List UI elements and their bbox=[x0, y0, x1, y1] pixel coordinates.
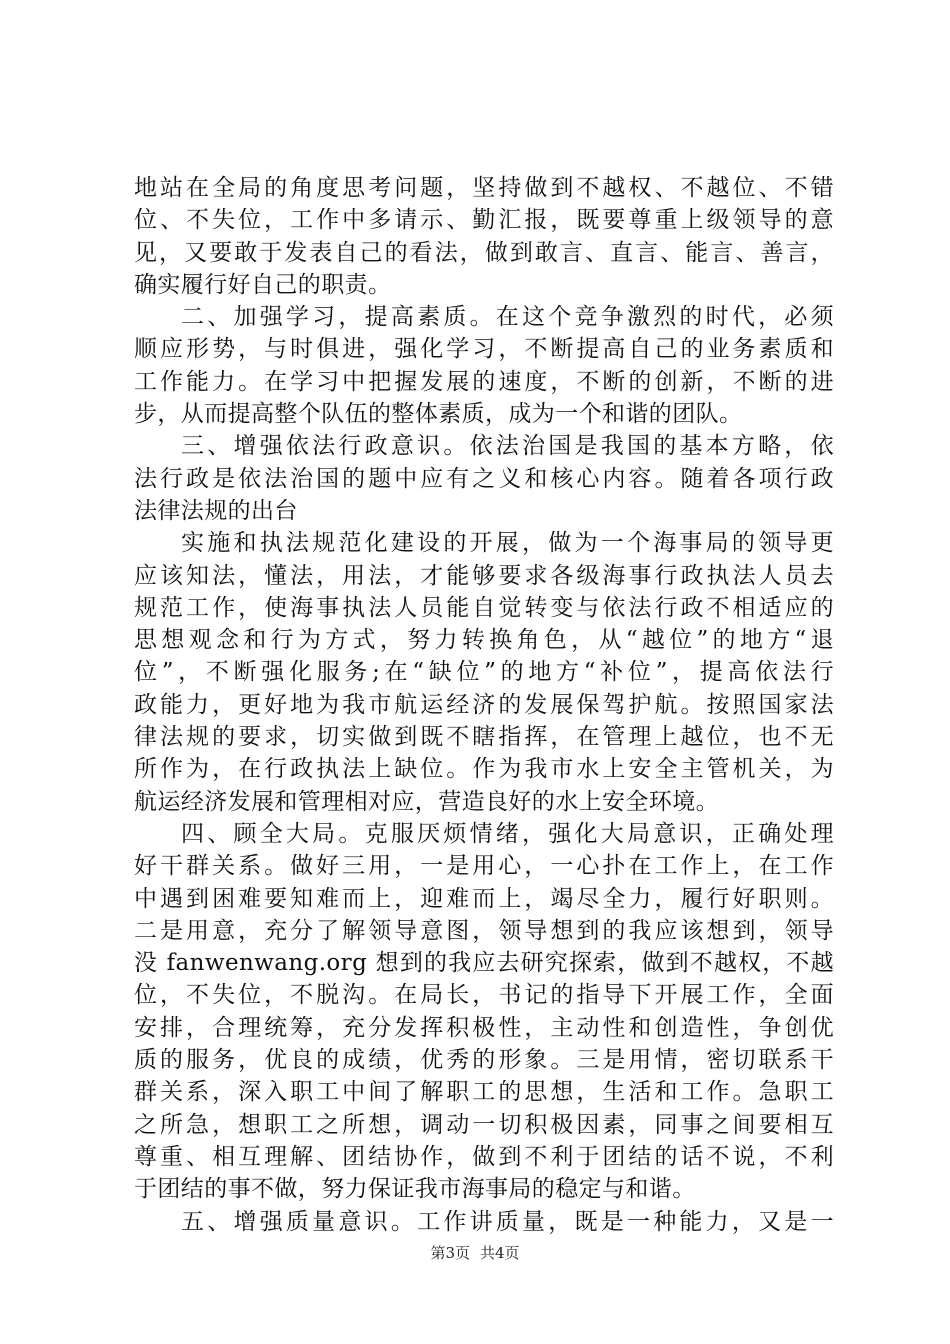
text-line: 位，不失位，不脱沟。在局长，书记的指导下开展工作，全面 bbox=[134, 982, 834, 1009]
body-text bbox=[134, 172, 834, 1238]
text-line: 四、顾全大局。克服厌烦情绪，强化大局意识，正确处理 bbox=[181, 820, 834, 847]
text-line: 安排，合理统筹，充分发挥积极性，主动性和创造性，争创优 bbox=[134, 1014, 834, 1041]
text-line: 所作为，在行政执法上缺位。作为我市水上安全主管机关，为 bbox=[134, 756, 834, 783]
text-line: 法律法规的出台 bbox=[134, 497, 298, 524]
text-line: 位”，不断强化服务;在“缺位”的地方“补位”，提高依法行 bbox=[134, 659, 834, 686]
text-line: 之所急，想职工之所想，调动一切积极因素，同事之间要相互 bbox=[134, 1111, 834, 1138]
text-line: 律法规的要求，切实做到既不瞎指挥，在管理上越位，也不无 bbox=[134, 724, 834, 751]
text-line: 见，又要敢于发表自己的看法，做到敢言、直言、能言、善言， bbox=[134, 239, 834, 266]
text-line: 航运经济发展和管理相对应，营造良好的水上安全环境。 bbox=[134, 788, 719, 815]
text-line: 好干群关系。做好三用，一是用心，一心扑在工作上，在工作 bbox=[134, 853, 834, 880]
text-line: 思想观念和行为方式，努力转换角色，从“越位”的地方“退 bbox=[134, 627, 834, 654]
text-line: 顺应形势，与时俱进，强化学习，不断提高自己的业务素质和 bbox=[134, 336, 834, 363]
text-line: 中遇到困难要知难而上，迎难而上，竭尽全力，履行好职则。 bbox=[134, 885, 834, 912]
text-line: 质的服务，优良的成绩，优秀的形象。三是用情，密切联系干 bbox=[134, 1047, 834, 1074]
text-line: 规范工作，使海事执法人员能自觉转变与依法行政不相适应的 bbox=[134, 594, 834, 621]
text-line: 实施和执法规范化建设的开展，做为一个海事局的领导更 bbox=[181, 530, 834, 557]
text-line: 工作能力。在学习中把握发展的速度，不断的创新，不断的进 bbox=[134, 368, 834, 395]
text-line: 二、加强学习，提高素质。在这个竞争激烈的时代，必须 bbox=[181, 304, 834, 331]
page-number: 第3页 bbox=[430, 1244, 470, 1262]
page-total: 共4页 bbox=[480, 1244, 520, 1262]
text-line: 应该知法，懂法，用法，才能够要求各级海事行政执法人员去 bbox=[134, 562, 834, 589]
text-line: 没 fanwenwang.org 想到的我应去研究探索，做到不越权，不越 bbox=[134, 950, 834, 977]
text-line: 政能力，更好地为我市航运经济的发展保驾护航。按照国家法 bbox=[134, 691, 834, 718]
text-line: 群关系，深入职工中间了解职工的思想，生活和工作。急职工 bbox=[134, 1079, 834, 1106]
text-line: 法行政是依法治国的题中应有之义和核心内容。随着各项行政 bbox=[134, 465, 834, 492]
text-line: 二是用意，充分了解领导意图，领导想到的我应该想到，领导 bbox=[134, 917, 834, 944]
text-line: 三、增强依法行政意识。依法治国是我国的基本方略，依 bbox=[181, 433, 834, 460]
text-line: 步，从而提高整个队伍的整体素质，成为一个和谐的团队。 bbox=[134, 401, 743, 428]
text-line: 位、不失位，工作中多请示、勤汇报，既要尊重上级领导的意 bbox=[134, 207, 834, 234]
text-line: 尊重、相互理解、团结协作，做到不利于团结的话不说，不利 bbox=[134, 1143, 834, 1170]
text-line: 确实履行好自己的职责。 bbox=[134, 271, 392, 298]
page-footer bbox=[0, 1242, 950, 1263]
text-line: 地站在全局的角度思考问题，坚持做到不越权、不越位、不错 bbox=[134, 175, 834, 201]
text-line: 于团结的事不做，努力保证我市海事局的稳定与和谐。 bbox=[134, 1176, 696, 1203]
text-line: 五、增强质量意识。工作讲质量，既是一种能力，又是一 bbox=[181, 1208, 834, 1235]
